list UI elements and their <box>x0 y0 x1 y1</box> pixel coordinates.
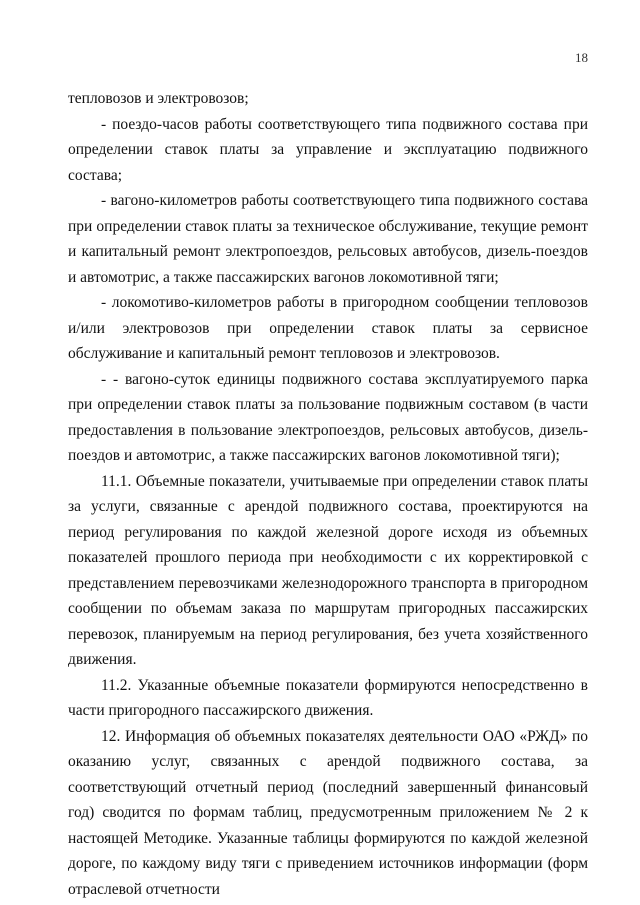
page-number: 18 <box>575 50 588 65</box>
paragraph: 11.1. Объемные показатели, учитываемые при определении ставок платы за услуги, связанные с арендой подвижного состава, проектируются на период регулирования по каждой железной дороге исходя из объемных показателей прошлого периода при необходимости с их корректировкой с представлением перевозчиками железнодорожного транспорта в пригородном сообщении по объемам заказа по маршрутам пригородных пассажирских перевозок, планируемым на период регулирования, без учета хозяйственного движения. <box>68 472 588 668</box>
paragraph: тепловозов и электровозов; <box>68 90 249 107</box>
paragraph: 11.2. Указанные объемные показатели формируются непосредственно в части пригородного пассажирского движения. <box>68 676 588 719</box>
paragraph: - поездо-часов работы соответствующего типа подвижного состава при определении ставок платы за управление и эксплуатацию подвижного состава; <box>68 115 588 184</box>
paragraph: 12. Информация об объемных показателях деятельности ОАО «РЖД» по оказанию услуг, связанных с арендой подвижного состава, за соответствующий отчетный период (последний завершенный финансовый год) сводится по формам таблиц, предусмотренным приложением № 2 к настоящей Методике. Указанные таблицы формируются по каждой железной дороге, по каждому виду тяги с приведением источников информации (форм отраслевой отчетности <box>68 727 588 898</box>
paragraph: - вагоно-километров работы соответствующего типа подвижного состава при определении ставок платы за техническое обслуживание, текущие ремонт и капитальный ремонт электропоездов, рельсовых автобусов, дизель-поездов и автомотрис, а также пассажирских вагонов локомотивной тяги; <box>68 192 588 286</box>
paragraph: - локомотиво-километров работы в пригородном сообщении тепловозов и/или электровозов при определении ставок платы за сервисное обслуживание и капитальный ремонт тепловозов и электровозов. <box>68 294 588 362</box>
paragraph: - - вагоно-суток единицы подвижного состава эксплуатируемого парка при определении ставок платы за пользование подвижным составом (в части предоставления в пользование электропоездов, рельсовых автобусов, дизель-поездов и автомотрис, а также пассажирских вагонов локомотивной тяги); <box>68 370 588 464</box>
document-body <box>68 86 588 902</box>
